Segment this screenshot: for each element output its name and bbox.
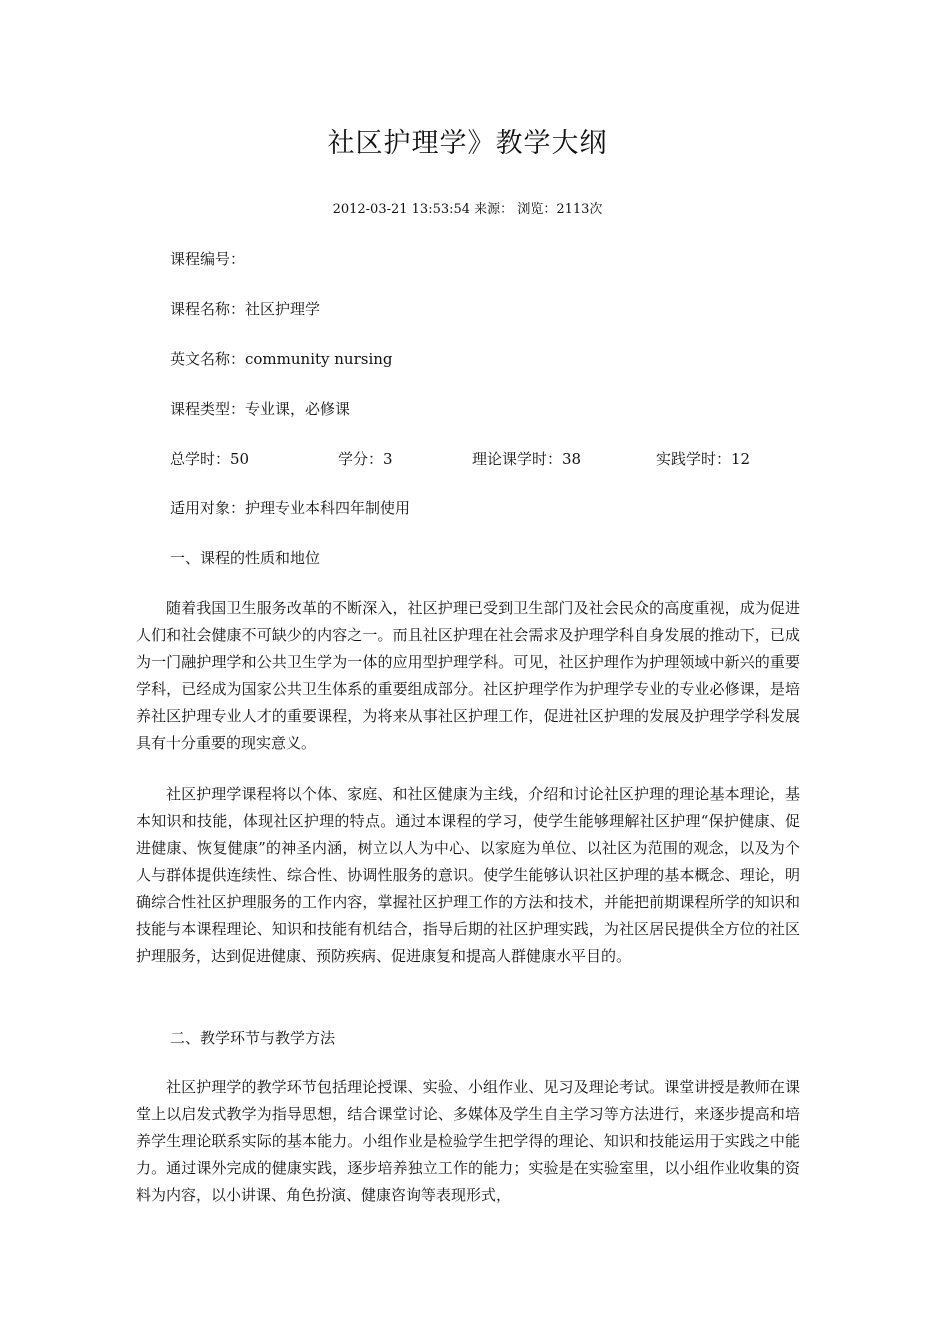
paragraph: 社区护理学的教学环节包括理论授课、实验、小组作业、见习及理论考试。课堂讲授是教师在课堂上以启发式教学为指导思想，结合课堂讨论、多媒体及学生自主学习等方法进行，来逐步提高和培养学生理论联系实际的基本能力。小组作业是检验学生把学得的理论、知识和技能运用于实践之中能力。通过课外完成的健康实践，逐步培养独立工作的能力；实验是在实验室里，以小组作业收集的资料为内容，以小讲课、角色扮演、健康咨询等表现形式，	[136, 1078, 800, 1204]
document-title: 社区护理学》教学大纲	[327, 128, 608, 159]
paragraph: 社区护理学课程将以个体、家庭、和社区健康为主线，介绍和讨论社区护理的理论基本理论，基本知识和技能，体现社区护理的特点。通过本课程的学习，使学生能够理解社区护理“保护健康、促进健康、恢复健康”的神圣内涵，树立以人为中心、以家庭为单位、以社区为范围的观念，以及为个人与群体提供连续性、综合性、协调性服务的意识。使学生能够认识社区护理的基本概念、理论，明确综合性社区护理服务的工作内容，掌握社区护理工作的方法和技术，并能把前期课程所学的知识和技能与本课程理论、知识和技能有机结合，指导后期的社区护理实践，为社区居民提供全方位的社区护理服务，达到促进健康、预防疾病、促进康复和提高人群健康水平目的。	[136, 785, 800, 965]
credits: 学分：3	[338, 450, 393, 468]
paragraph: 随着我国卫生服务改革的不断深入，社区护理已受到卫生部门及社会民众的高度重视，成为促进人们和社会健康不可缺少的内容之一。而且社区护理在社会需求及护理学科自身发展的推动下，已成为一门融护理学和公共卫生学为一体的应用型护理学科。可见，社区护理作为护理领域中新兴的重要学科，已经成为国家公共卫生体系的重要组成部分。社区护理学作为护理学专业的专业必修课，是培养社区护理专业人才的重要课程，为将来从事社区护理工作，促进社区护理的发展及护理学学科发展具有十分重要的现实意义。	[136, 599, 800, 752]
theory-hours: 理论课学时：38	[472, 450, 582, 468]
hours-row	[0, 449, 950, 469]
audience: 适用对象：护理专业本科四年制使用	[170, 499, 411, 517]
section-heading-1: 一、课程的性质和地位	[170, 549, 321, 567]
course-type: 课程类型：专业课，必修课	[170, 400, 351, 418]
course-name: 课程名称：社区护理学	[170, 300, 321, 318]
course-number: 课程编号：	[170, 250, 246, 268]
total-hours: 总学时：50	[170, 450, 250, 468]
practice-hours: 实践学时：12	[656, 450, 751, 468]
section-heading-2: 二、教学环节与教学方法	[170, 1029, 336, 1047]
publish-meta: 2012-03-21 13:53:54 来源： 浏览：2113次	[332, 202, 603, 217]
english-name: 英文名称：community nursing	[170, 350, 393, 368]
